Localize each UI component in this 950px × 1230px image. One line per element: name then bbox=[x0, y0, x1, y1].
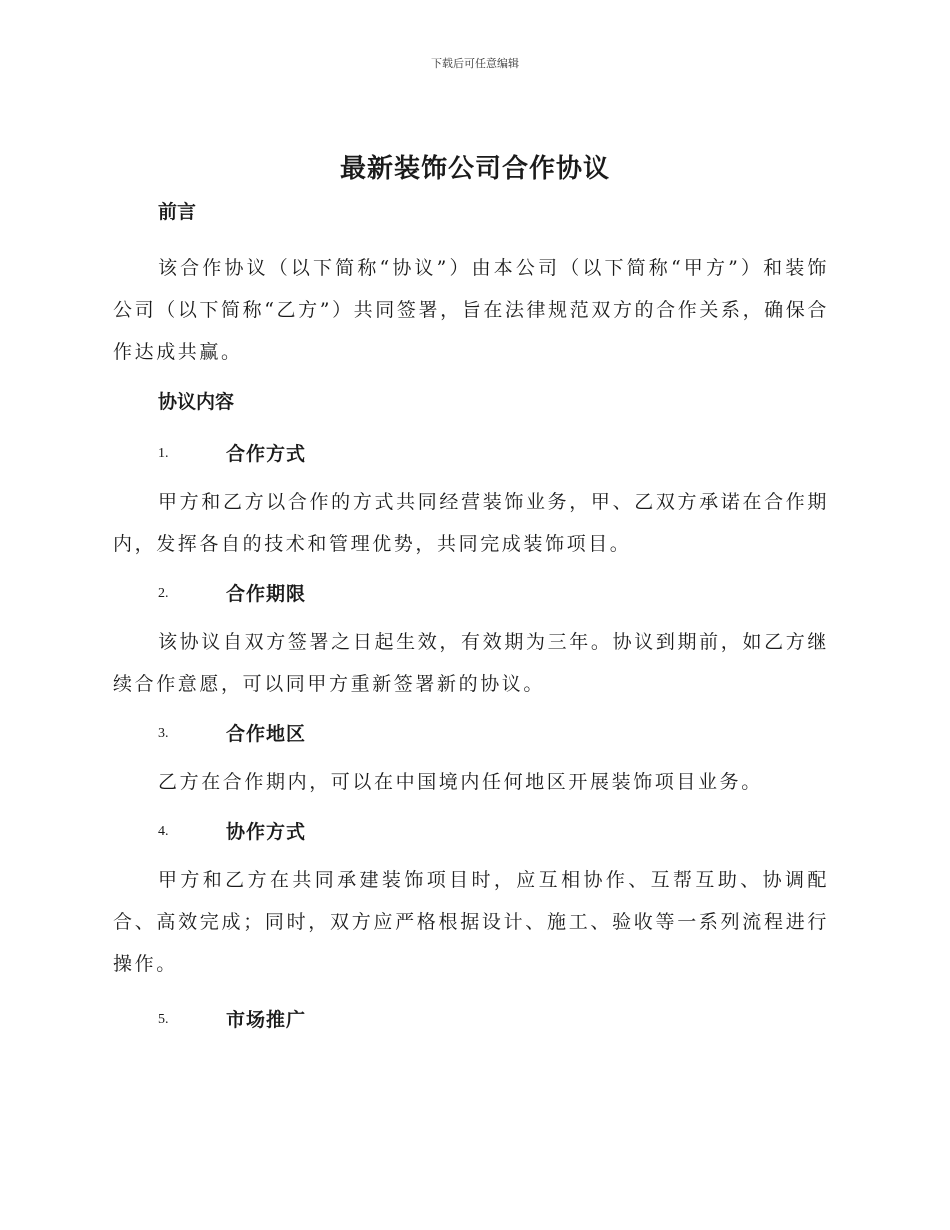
section-number: 3. bbox=[158, 726, 169, 741]
section-title: 协作方式 bbox=[226, 821, 307, 843]
section-number: 2. bbox=[158, 586, 169, 601]
section-number: 1. bbox=[158, 446, 169, 461]
section-number: 5. bbox=[158, 1012, 169, 1027]
page-header: 下载后可任意编辑 bbox=[431, 57, 519, 70]
agreement-heading: 协议内容 bbox=[158, 391, 235, 413]
section-3-paragraph: 乙方在合作期内，可以在中国境内任何地区开展装饰项目业务。 bbox=[158, 771, 763, 793]
section-title: 合作地区 bbox=[226, 723, 307, 745]
preface-paragraph: 该合作协议（以下简称“协议”）由本公司（以下简称“甲方”）和装饰公司（以下简称“乙方”）共同签署，旨在法律规范双方的合作关系，确保合作达成共赢。 bbox=[113, 257, 829, 363]
section-title: 合作期限 bbox=[226, 583, 307, 605]
document-body bbox=[113, 197, 829, 1035]
section-1-heading bbox=[113, 439, 829, 469]
section-3-heading bbox=[113, 719, 829, 749]
section-2-paragraph: 该协议自双方签署之日起生效，有效期为三年。协议到期前，如乙方继续合作意愿，可以同甲方重新签署新的协议。 bbox=[113, 631, 829, 695]
section-number: 4. bbox=[158, 824, 169, 839]
section-5-heading bbox=[113, 1005, 829, 1035]
section-title: 合作方式 bbox=[226, 443, 307, 465]
section-title: 市场推广 bbox=[226, 1009, 307, 1031]
section-4-paragraph: 甲方和乙方在共同承建装饰项目时，应互相协作、互帮互助、协调配合、高效完成；同时，双方应严格根据设计、施工、验收等一系列流程进行操作。 bbox=[113, 869, 829, 975]
section-1-paragraph: 甲方和乙方以合作的方式共同经营装饰业务，甲、乙双方承诺在合作期内，发挥各自的技术和管理优势，共同完成装饰项目。 bbox=[113, 491, 829, 555]
section-2-heading bbox=[113, 579, 829, 609]
preface-heading: 前言 bbox=[158, 201, 197, 223]
section-4-heading bbox=[113, 817, 829, 847]
document-title: 最新装饰公司合作协议 bbox=[339, 154, 610, 184]
